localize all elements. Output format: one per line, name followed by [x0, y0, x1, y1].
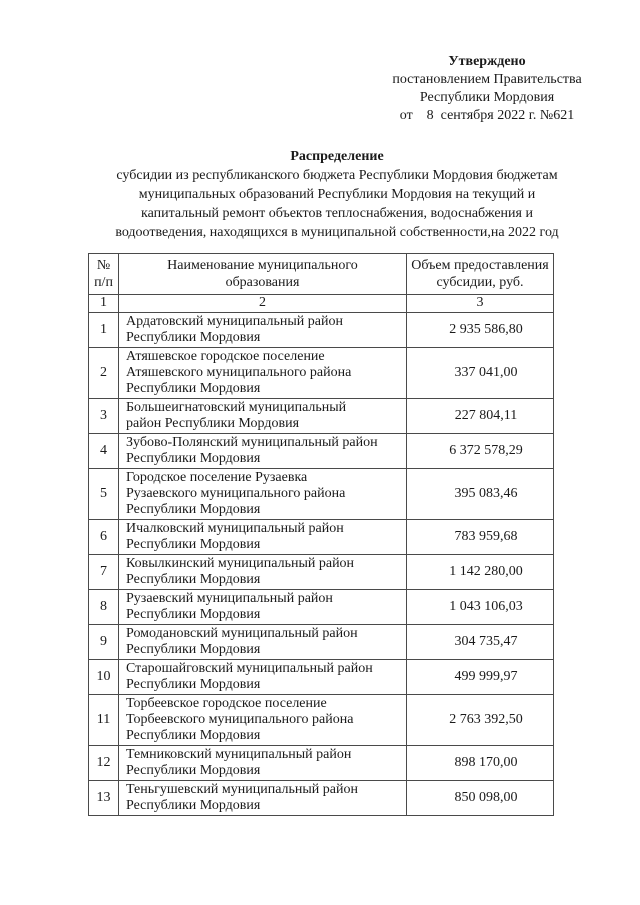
subsidy-amount: 898 170,00: [407, 746, 554, 781]
subsidy-amount: 395 083,46: [407, 469, 554, 520]
subsidy-amount: 850 098,00: [407, 781, 554, 816]
row-number: 13: [89, 781, 119, 816]
subsidy-amount: 2 935 586,80: [407, 313, 554, 348]
municipality-name: Большеигнатовский муниципальный район Республики Мордовия: [119, 399, 407, 434]
table-body: [89, 313, 554, 816]
municipality-name: Атяшевское городское поселение Атяшевского муниципального района Республики Мордовия: [119, 348, 407, 399]
title-block: [84, 147, 590, 242]
municipality-name: Рузаевский муниципальный район Республики Мордовия: [119, 590, 407, 625]
table-row: [89, 590, 554, 625]
row-number: 2: [89, 348, 119, 399]
row-number: 10: [89, 660, 119, 695]
approval-date-number-line: от 8 сентября 2022 г. №621: [399, 108, 575, 123]
municipality-name: Теньгушевский муниципальный район Республики Мордовия: [119, 781, 407, 816]
table-row: [89, 520, 554, 555]
municipality-name: Городское поселение Рузаевка Рузаевского муниципального района Республики Мордовия: [119, 469, 407, 520]
row-number: 7: [89, 555, 119, 590]
table-row: [89, 434, 554, 469]
row-number: 5: [89, 469, 119, 520]
table-row: [89, 695, 554, 746]
header-subsidy-amount: Объем предоставления субсидии, руб.: [407, 254, 554, 295]
row-number: 3: [89, 399, 119, 434]
subsidy-amount: 2 763 392,50: [407, 695, 554, 746]
document-title: Распределение: [290, 149, 384, 164]
table-row: [89, 625, 554, 660]
row-number: 4: [89, 434, 119, 469]
table-header-row: [89, 254, 554, 295]
municipality-name: Ардатовский муниципальный район Республики Мордовия: [119, 313, 407, 348]
row-number: 6: [89, 520, 119, 555]
table-row: [89, 746, 554, 781]
row-number: 8: [89, 590, 119, 625]
municipality-name: Ичалковский муниципальный район Республики Мордовия: [119, 520, 407, 555]
municipality-name: Зубово-Полянский муниципальный район Республики Мордовия: [119, 434, 407, 469]
subsidy-amount: 304 735,47: [407, 625, 554, 660]
table-row: [89, 555, 554, 590]
column-numbers-row: [89, 295, 554, 313]
subsidy-amount: 499 999,97: [407, 660, 554, 695]
column-number-3: 3: [407, 295, 554, 313]
document-subtitle: субсидии из республиканского бюджета Республики Мордовия бюджетам муниципальных образований Республики Мордовия на текущий и капитальный ремонт объектов теплоснабжения, водоснабжения и водоотведения, находящихся в муниципальной собственности,на 2022 год: [115, 168, 559, 240]
header-municipality-name: Наименование муниципального образования: [119, 254, 407, 295]
municipality-name: Ромодановский муниципальный район Республики Мордовия: [119, 625, 407, 660]
subsidy-amount: 783 959,68: [407, 520, 554, 555]
municipality-name: Ковылкинский муниципальный район Республики Мордовия: [119, 555, 407, 590]
table-row: [89, 399, 554, 434]
municipality-name: Темниковский муниципальный район Республики Мордовия: [119, 746, 407, 781]
approval-authority-line: постановлением Правительства: [392, 72, 582, 87]
subsidy-amount: 1 043 106,03: [407, 590, 554, 625]
municipality-name: Торбеевское городское поселение Торбеевского муниципального района Республики Мордовия: [119, 695, 407, 746]
approval-region-line: Республики Мордовия: [419, 90, 555, 105]
municipality-name: Старошайговский муниципальный район Республики Мордовия: [119, 660, 407, 695]
column-number-1: 1: [89, 295, 119, 313]
column-number-2: 2: [119, 295, 407, 313]
table-row: [89, 348, 554, 399]
row-number: 9: [89, 625, 119, 660]
row-number: 1: [89, 313, 119, 348]
subsidy-amount: 1 142 280,00: [407, 555, 554, 590]
approval-label: Утверждено: [448, 54, 526, 69]
table-header: [89, 254, 554, 313]
header-row-number: № п/п: [89, 254, 119, 295]
subsidy-amount: 337 041,00: [407, 348, 554, 399]
subsidy-table: [88, 253, 554, 816]
row-number: 12: [89, 746, 119, 781]
row-number: 11: [89, 695, 119, 746]
subsidy-amount: 6 372 578,29: [407, 434, 554, 469]
table-row: [89, 781, 554, 816]
approval-block: [368, 53, 606, 125]
table-row: [89, 660, 554, 695]
table-row: [89, 313, 554, 348]
table-row: [89, 469, 554, 520]
subsidy-amount: 227 804,11: [407, 399, 554, 434]
